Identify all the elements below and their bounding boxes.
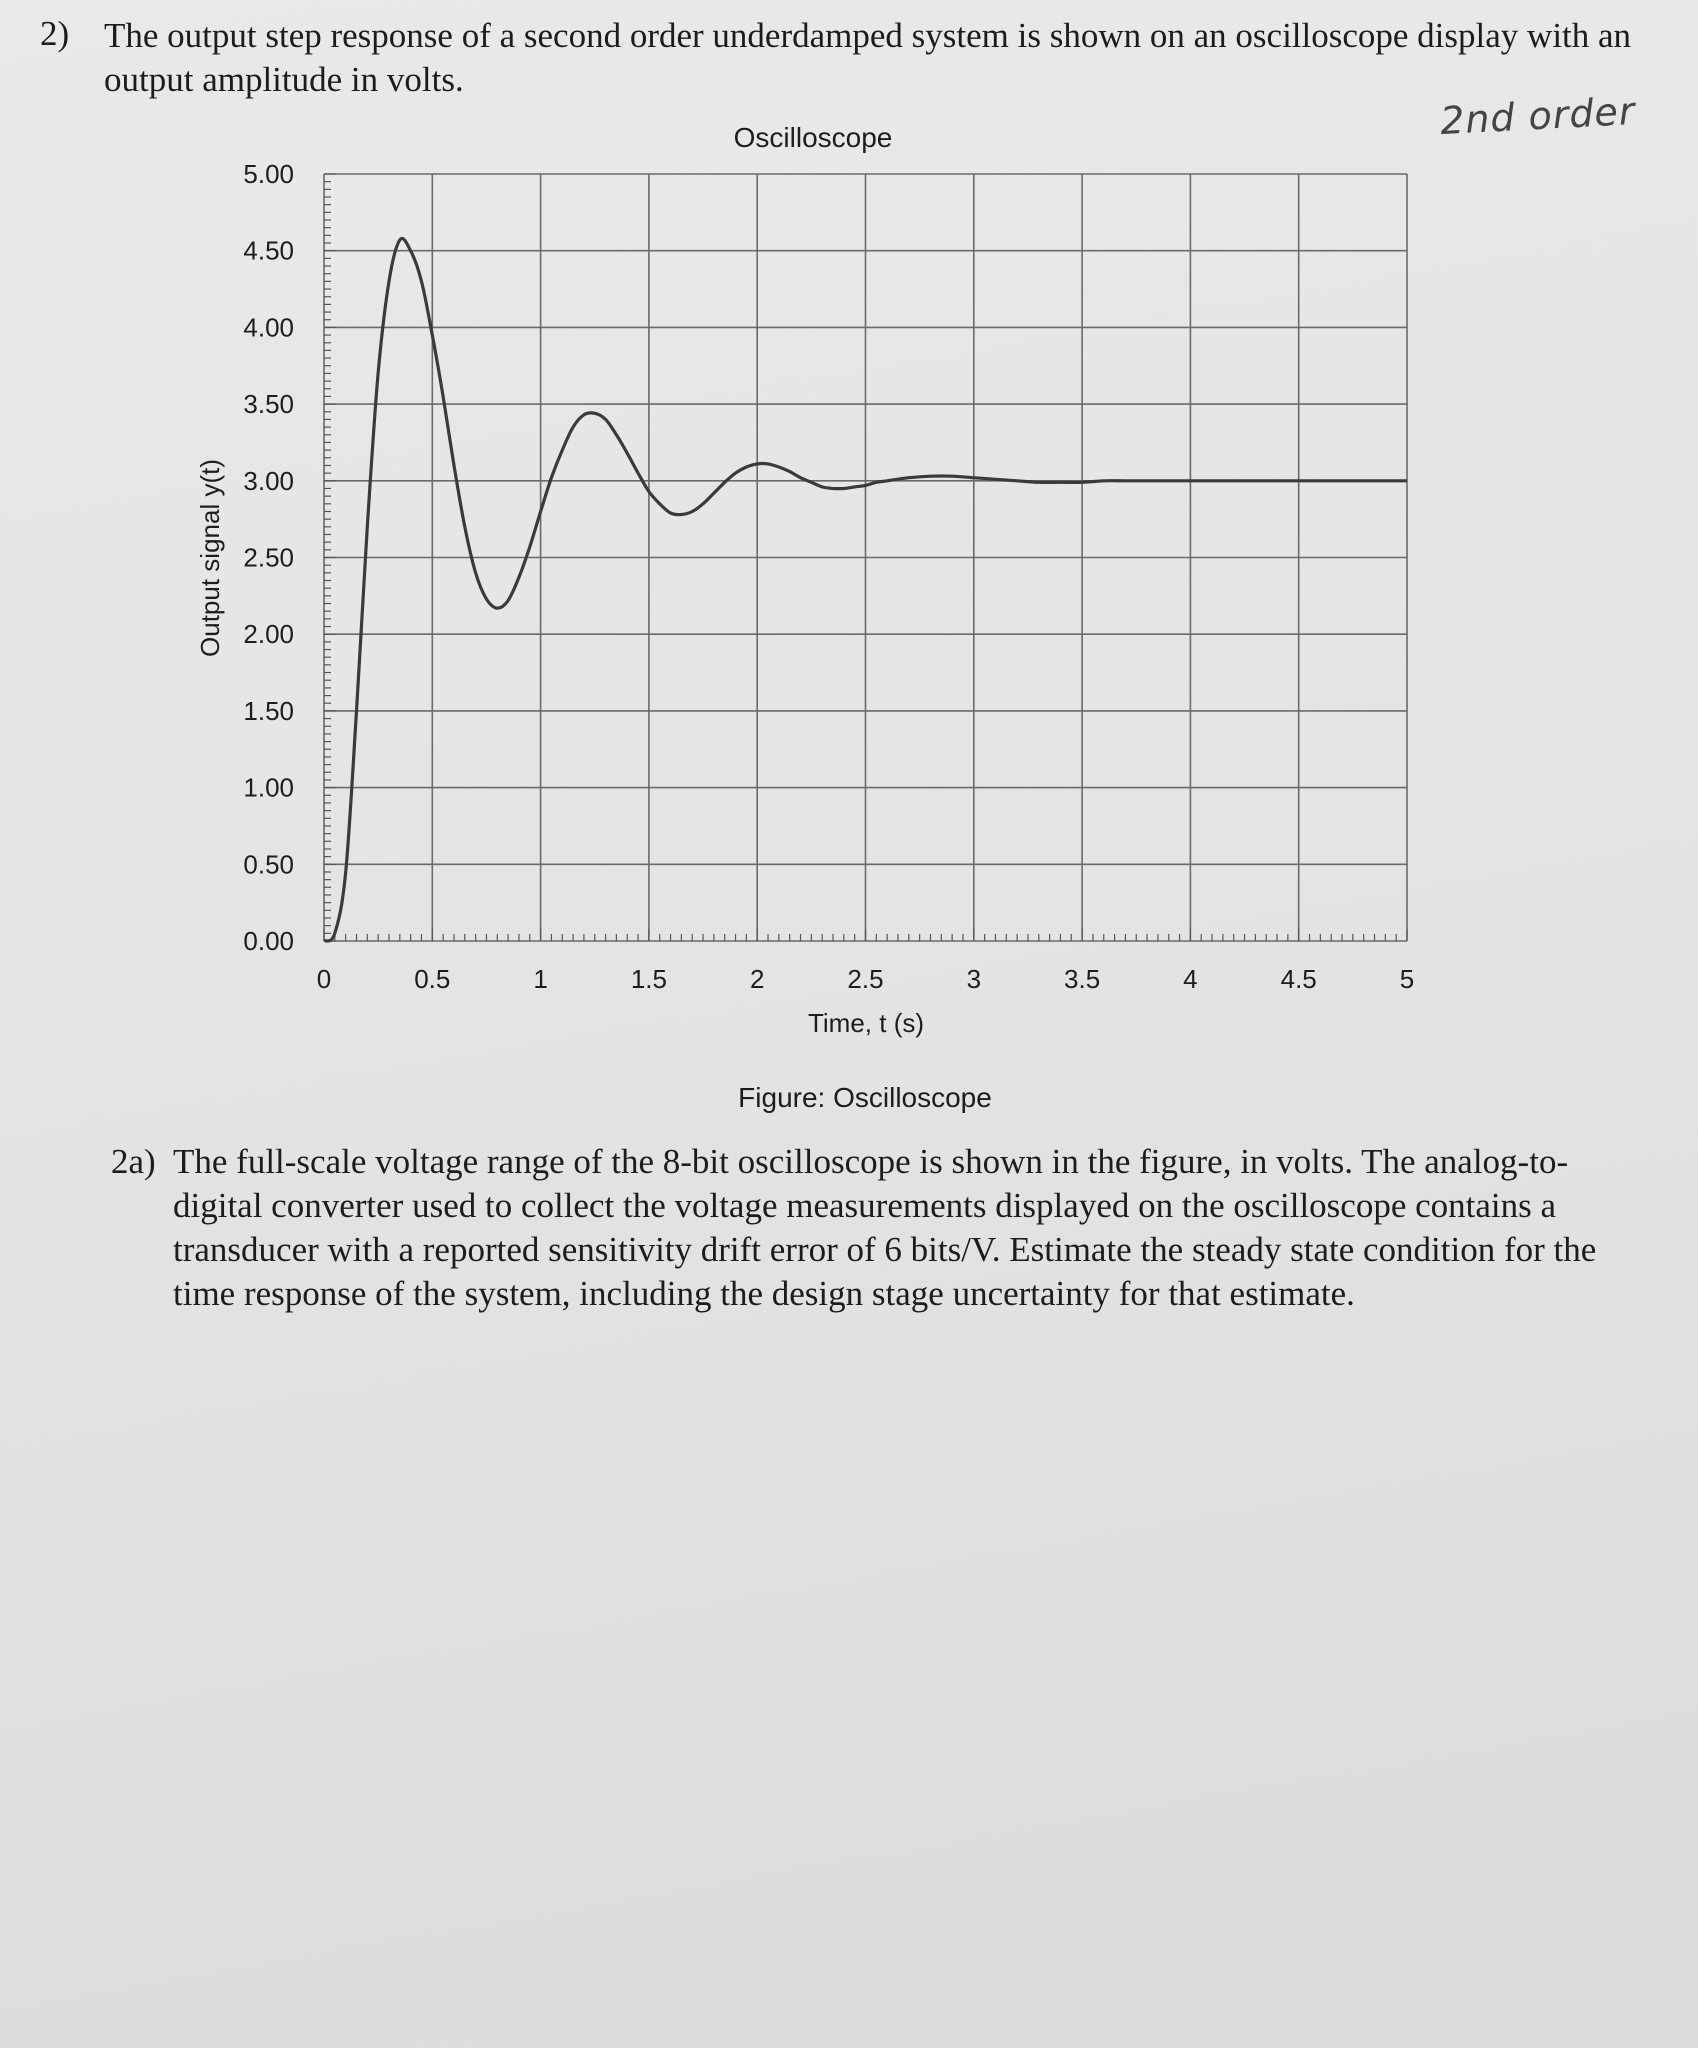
x-axis-label: Time, t (s) bbox=[807, 1008, 925, 1038]
question-number: 2) bbox=[40, 14, 70, 53]
y-tick-label: 4.50 bbox=[243, 235, 294, 266]
x-tick-labels bbox=[317, 964, 1414, 994]
x-tick-label: 0.5 bbox=[414, 964, 451, 994]
x-tick-label: 3 bbox=[966, 964, 982, 994]
y-tick-label: 4.00 bbox=[243, 312, 294, 343]
x-tick-label: 4.5 bbox=[1280, 964, 1317, 994]
x-tick-label: 0 bbox=[316, 964, 332, 994]
x-tick-label: 2 bbox=[749, 964, 765, 994]
y-tick-label: 1.50 bbox=[243, 695, 294, 726]
grid bbox=[324, 174, 1407, 941]
y-tick-label: 0.50 bbox=[243, 849, 294, 880]
x-tick-label: 2.5 bbox=[847, 964, 884, 994]
y-tick-label: 0.00 bbox=[243, 926, 294, 956]
y-tick-label: 1.00 bbox=[243, 772, 294, 803]
figure-caption: Figure: Oscilloscope bbox=[738, 1082, 992, 1113]
x-tick-label: 1.5 bbox=[630, 964, 667, 994]
part-a-text: The full-scale voltage range of the 8-bit oscilloscope is shown in the figure, in volts. The analog-to-digital converter used to collect the voltage measurements displayed on the oscilloscope contains a transducer with a reported sensitivity drift error of 6 bits/V. Estimate the steady state condition for the time response of the system, including the design stage uncertainty for that estimate. bbox=[173, 1142, 1597, 1313]
question-text: The output step response of a second order underdamped system is shown on an oscilloscope display with an output amplitude in volts. bbox=[104, 16, 1632, 99]
chart-title: Oscilloscope bbox=[733, 122, 893, 153]
x-tick-label: 4 bbox=[1183, 964, 1198, 994]
y-tick-label: 3.50 bbox=[243, 389, 294, 420]
x-tick-label: 1 bbox=[533, 964, 548, 994]
y-tick-label: 2.50 bbox=[243, 542, 294, 573]
handwritten-annotation: 2nd order bbox=[1438, 88, 1637, 144]
x-tick-label: 5 bbox=[1399, 964, 1415, 994]
y-tick-label: 5.00 bbox=[243, 159, 294, 189]
y-tick-label: 3.00 bbox=[243, 465, 294, 496]
y-axis-label: Output signal y(t) bbox=[195, 459, 225, 657]
part-a-label: 2a) bbox=[111, 1142, 156, 1181]
x-tick-label: 3.5 bbox=[1064, 964, 1101, 994]
y-tick-labels bbox=[243, 159, 294, 956]
y-tick-label: 2.00 bbox=[243, 619, 294, 650]
